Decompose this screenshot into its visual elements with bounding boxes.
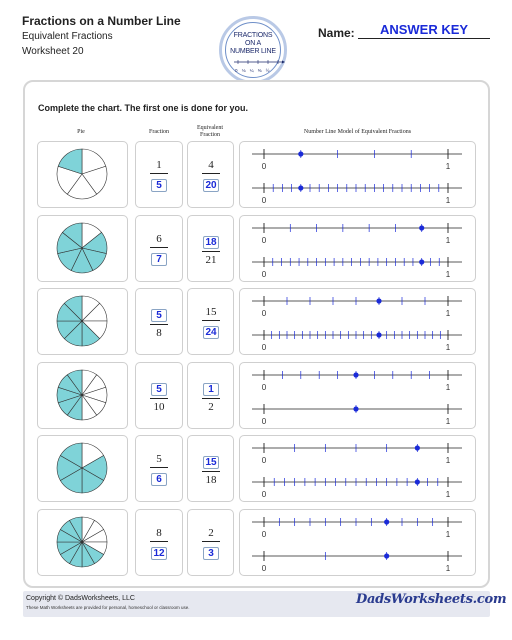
fraction-dot xyxy=(419,225,424,230)
badge-line1: FRACTIONS xyxy=(233,32,273,39)
equivalent-fraction-numerator: 15 xyxy=(205,306,217,318)
number-line-label-zero: 0 xyxy=(261,383,267,392)
pie-chart xyxy=(47,286,117,356)
number-line xyxy=(248,146,468,172)
fraction-numerator: 1 xyxy=(156,159,162,171)
fraction-dot xyxy=(384,553,389,558)
fraction xyxy=(135,158,183,193)
number-line xyxy=(248,514,468,540)
fraction-dot xyxy=(298,151,303,156)
fraction-denominator[interactable]: 6 xyxy=(151,473,167,486)
instructions: Complete the chart. The first one is done for you. xyxy=(38,103,249,113)
equivalent-fraction-numerator: 2 xyxy=(208,527,214,539)
header-block xyxy=(22,14,181,58)
badge-scale: 0 ⅛ ¼ ⅜ ½ xyxy=(234,68,271,73)
number-line-label-zero: 0 xyxy=(261,343,267,352)
equivalent-fraction-denominator: 18 xyxy=(205,474,217,486)
equivalent-fraction xyxy=(187,452,235,487)
fraction-bar xyxy=(202,173,220,174)
fraction-numerator[interactable]: 5 xyxy=(151,383,167,396)
number-line xyxy=(248,474,468,500)
number-line-label-one: 1 xyxy=(445,196,451,205)
fraction-numerator: 6 xyxy=(156,233,162,245)
col-header-fraction: Fraction xyxy=(149,129,169,135)
fraction-bar xyxy=(150,247,168,248)
number-line-label-one: 1 xyxy=(445,236,451,245)
topic-badge xyxy=(219,16,287,84)
usage-note: These Math Worksheets are provided for personal, homeschool or classroom use. xyxy=(26,605,190,610)
equivalent-fraction xyxy=(187,305,235,340)
number-line xyxy=(248,293,468,319)
copyright-text: Copyright © DadsWorksheets, LLC xyxy=(26,595,135,602)
number-line-label-zero: 0 xyxy=(261,456,267,465)
equivalent-fraction-numerator[interactable]: 15 xyxy=(203,456,219,469)
worksheet-number: Worksheet 20 xyxy=(22,46,84,57)
equivalent-fraction-denominator: 21 xyxy=(205,254,217,266)
fraction-bar xyxy=(202,471,220,472)
equivalent-fraction xyxy=(187,526,235,561)
pie-chart xyxy=(47,139,117,209)
number-line-label-zero: 0 xyxy=(261,417,267,426)
pie-chart xyxy=(47,213,117,283)
fraction-denominator[interactable]: 5 xyxy=(151,179,167,192)
col-header-pie: Pie xyxy=(77,129,85,135)
fraction-bar xyxy=(150,541,168,542)
number-line xyxy=(248,367,468,393)
equivalent-fraction-numerator: 4 xyxy=(208,159,214,171)
number-line-label-zero: 0 xyxy=(261,490,267,499)
fraction-denominator: 8 xyxy=(156,327,162,339)
fraction-dot xyxy=(384,519,389,524)
fraction-bar xyxy=(150,173,168,174)
fraction-bar xyxy=(202,541,220,542)
number-line xyxy=(248,180,468,206)
badge-line3: NUMBER LINE xyxy=(230,48,276,55)
fraction xyxy=(135,379,183,414)
number-line-label-one: 1 xyxy=(445,490,451,499)
equivalent-fraction-denominator: 2 xyxy=(208,401,214,413)
site-logo: DadsWorksheets.com xyxy=(356,592,507,607)
fraction-bar xyxy=(202,320,220,321)
number-line-label-zero: 0 xyxy=(261,270,267,279)
number-line xyxy=(248,254,468,280)
fraction-dot xyxy=(415,479,420,484)
equivalent-fraction-denominator[interactable]: 24 xyxy=(203,326,219,339)
number-line-label-zero: 0 xyxy=(261,309,267,318)
fraction-denominator: 10 xyxy=(153,401,165,413)
number-line xyxy=(248,440,468,466)
col-header-equivalent: Equivalent Fraction xyxy=(197,125,223,138)
number-line-label-zero: 0 xyxy=(261,530,267,539)
number-line xyxy=(248,220,468,246)
fraction-bar xyxy=(150,324,168,325)
number-line-label-one: 1 xyxy=(445,417,451,426)
equivalent-fraction-denominator[interactable]: 20 xyxy=(203,179,219,192)
number-line xyxy=(248,548,468,574)
fraction-numerator: 5 xyxy=(156,453,162,465)
number-line-label-one: 1 xyxy=(445,309,451,318)
fraction xyxy=(135,526,183,561)
number-line-label-zero: 0 xyxy=(261,196,267,205)
pie-chart xyxy=(47,507,117,577)
fraction-denominator[interactable]: 12 xyxy=(151,547,167,560)
number-line xyxy=(248,327,468,353)
name-field[interactable]: ANSWER KEY xyxy=(358,22,490,39)
equivalent-fraction xyxy=(187,232,235,267)
number-line-label-zero: 0 xyxy=(261,162,267,171)
fraction-dot xyxy=(415,445,420,450)
equivalent-fraction xyxy=(187,158,235,193)
number-line-label-one: 1 xyxy=(445,343,451,352)
fraction-denominator[interactable]: 7 xyxy=(151,253,167,266)
fraction-bar xyxy=(150,398,168,399)
fraction xyxy=(135,452,183,487)
fraction xyxy=(135,232,183,267)
fraction-bar xyxy=(202,398,220,399)
number-line-label-one: 1 xyxy=(445,162,451,171)
fraction-dot xyxy=(419,259,424,264)
fraction-dot xyxy=(298,185,303,190)
equivalent-fraction-denominator[interactable]: 3 xyxy=(203,547,219,560)
fraction-dot xyxy=(376,298,381,303)
pie-chart xyxy=(47,360,117,430)
equivalent-fraction-numerator[interactable]: 18 xyxy=(203,236,219,249)
fraction-bar xyxy=(202,251,220,252)
number-line-label-one: 1 xyxy=(445,270,451,279)
number-line-label-one: 1 xyxy=(445,530,451,539)
pie-chart xyxy=(47,433,117,503)
name-label: Name: xyxy=(318,26,355,40)
number-line-label-zero: 0 xyxy=(261,564,267,573)
equivalent-fraction-numerator[interactable]: 1 xyxy=(203,383,219,396)
fraction-numerator: 8 xyxy=(156,527,162,539)
col-header-number-line: Number Line Model of Equivalent Fractions xyxy=(303,129,412,135)
number-line-label-one: 1 xyxy=(445,456,451,465)
equivalent-fraction xyxy=(187,379,235,414)
fraction-dot xyxy=(353,406,358,411)
fraction xyxy=(135,305,183,340)
worksheet-title: Fractions on a Number Line xyxy=(22,14,181,28)
number-line-label-zero: 0 xyxy=(261,236,267,245)
fraction-dot xyxy=(376,332,381,337)
worksheet-subtitle: Equivalent Fractions xyxy=(22,31,113,42)
badge-line2: ON A xyxy=(245,40,261,47)
number-line-label-one: 1 xyxy=(445,564,451,573)
fraction-dot xyxy=(353,372,358,377)
number-line-label-one: 1 xyxy=(445,383,451,392)
fraction-bar xyxy=(150,467,168,468)
fraction-numerator[interactable]: 5 xyxy=(151,309,167,322)
number-line xyxy=(248,401,468,427)
